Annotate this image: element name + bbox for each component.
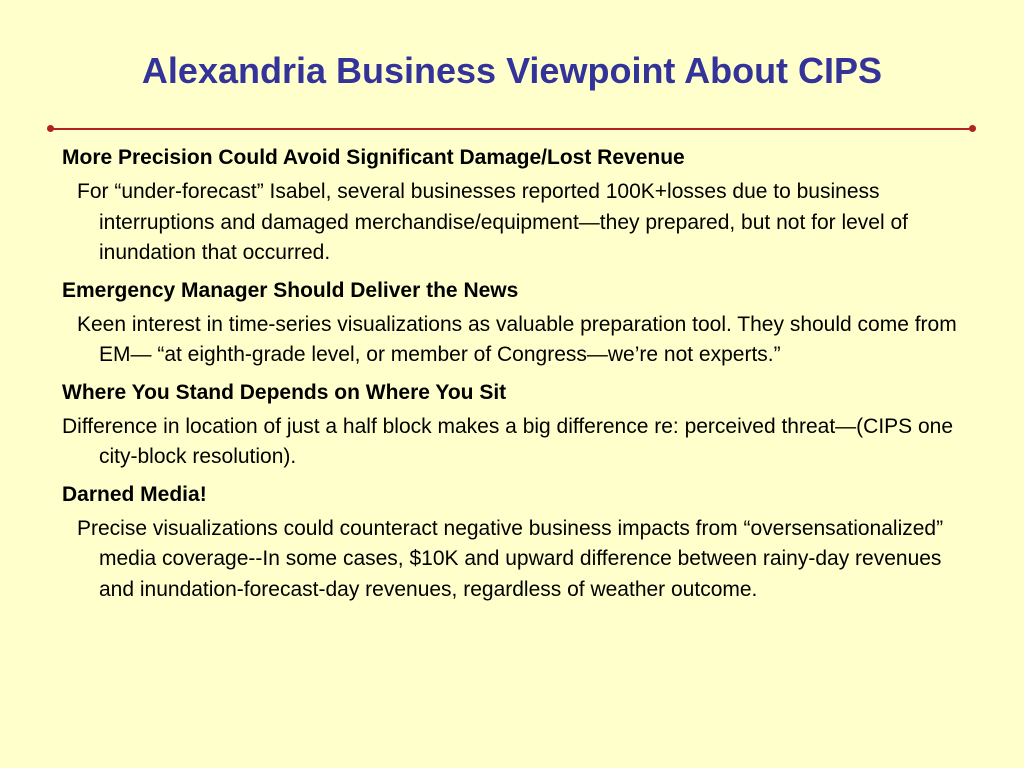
slide-body <box>62 143 962 612</box>
section-body: Difference in location of just a half block makes a big difference re: perceived threat—(CIPS one city-block resolution). <box>62 414 954 468</box>
section-heading: Where You Stand Depends on Where You Sit <box>62 380 507 404</box>
title-divider-rule <box>50 128 972 130</box>
section-heading: Darned Media! <box>62 482 207 506</box>
section-body: Precise visualizations could counteract negative business impacts from “oversensationalized” media coverage--In some cases, $10K and upward difference between rainy-day revenues and inundation-forecast-day revenues, regardless of weather outcome. <box>77 516 944 601</box>
section-where-you-stand <box>62 378 962 473</box>
section-darned-media <box>62 480 962 606</box>
title-rule-right-dot <box>969 125 976 132</box>
section-heading: More Precision Could Avoid Significant Damage/Lost Revenue <box>62 146 685 169</box>
slide-title: Alexandria Business Viewpoint About CIPS <box>141 50 883 91</box>
section-heading: Emergency Manager Should Deliver the News <box>62 278 519 302</box>
section-body: For “under-forecast” Isabel, several businesses reported 100K+losses due to business interruptions and damaged merchandise/equipment—they prepared, but not for level of inundation that occurred. <box>77 180 908 264</box>
section-precision <box>62 143 962 269</box>
section-body: Keen interest in time-series visualizations as valuable preparation tool. They should come from EM— “at eighth-grade level, or member of Congress—we’re not experts.” <box>77 312 957 366</box>
section-emergency-manager <box>62 276 962 371</box>
